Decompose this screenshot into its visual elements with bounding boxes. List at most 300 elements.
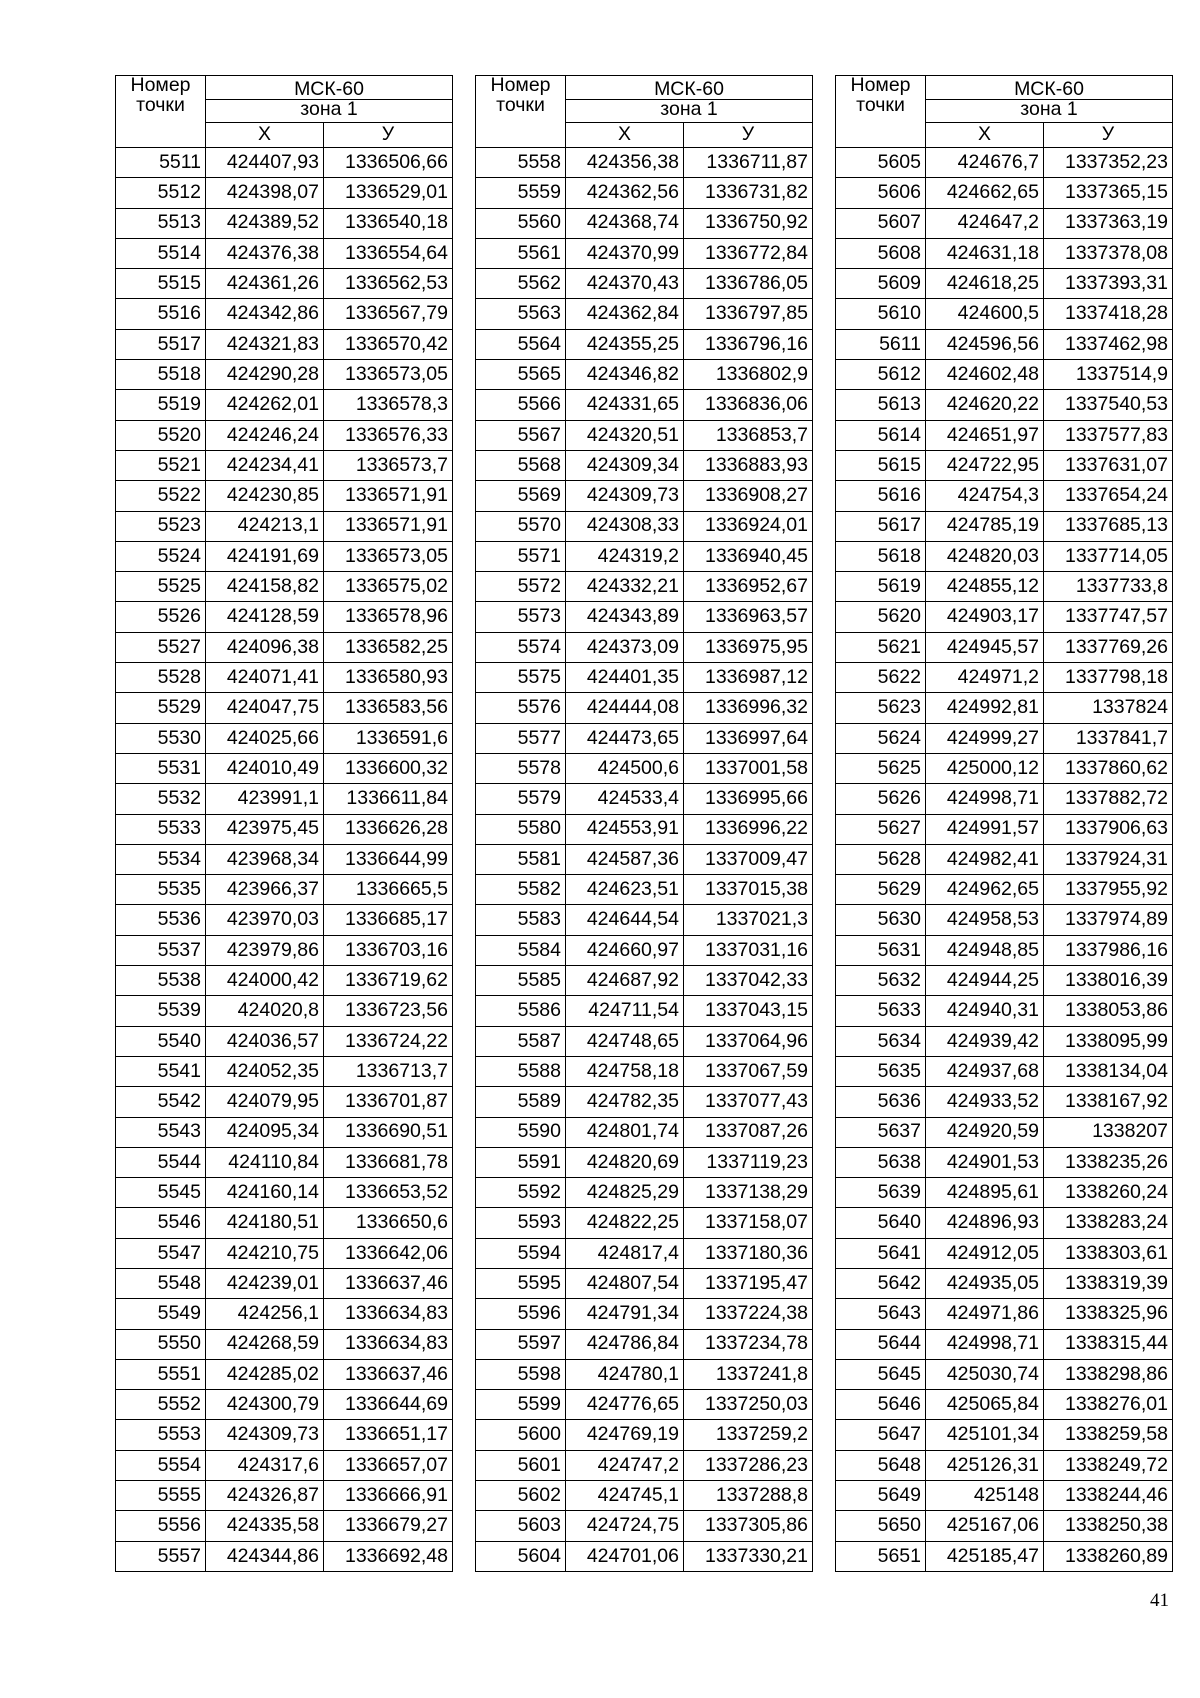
point-number-cell: 5609	[836, 269, 926, 299]
y-coordinate-cell: 1337631,07	[1044, 450, 1173, 480]
table-row	[836, 1450, 1173, 1480]
point-number-cell: 5593	[476, 1208, 566, 1238]
y-coordinate-cell: 1337906,63	[1044, 814, 1173, 844]
table-row	[836, 1087, 1173, 1117]
point-number-cell: 5533	[116, 814, 206, 844]
y-coordinate-cell: 1336853,7	[684, 420, 813, 450]
point-number-cell: 5526	[116, 602, 206, 632]
y-coordinate-cell: 1336573,7	[324, 450, 453, 480]
x-coordinate-cell: 424210,75	[206, 1238, 324, 1268]
y-coordinate-cell: 1338167,92	[1044, 1087, 1173, 1117]
table-row	[116, 390, 453, 420]
table-row	[836, 632, 1173, 662]
table-row	[836, 723, 1173, 753]
y-coordinate-cell: 1337138,29	[684, 1178, 813, 1208]
y-coordinate-cell: 1336836,06	[684, 390, 813, 420]
point-number-cell: 5576	[476, 693, 566, 723]
x-coordinate-cell: 424631,18	[926, 238, 1044, 268]
x-coordinate-cell: 424820,03	[926, 541, 1044, 571]
table-row	[476, 693, 813, 723]
point-number-cell: 5615	[836, 450, 926, 480]
y-coordinate-cell: 1337974,89	[1044, 905, 1173, 935]
y-coordinate-cell: 1336611,84	[324, 784, 453, 814]
y-coordinate-cell: 1336995,66	[684, 784, 813, 814]
y-coordinate-cell: 1336540,18	[324, 208, 453, 238]
x-coordinate-cell: 424373,09	[566, 632, 684, 662]
table-row	[116, 935, 453, 965]
x-coordinate-cell: 424747,2	[566, 1450, 684, 1480]
point-number-cell: 5534	[116, 844, 206, 874]
point-number-cell: 5646	[836, 1390, 926, 1420]
x-coordinate-cell: 424361,26	[206, 269, 324, 299]
point-number-cell: 5574	[476, 632, 566, 662]
y-coordinate-cell: 1338260,24	[1044, 1178, 1173, 1208]
table-row	[476, 1147, 813, 1177]
x-coordinate-cell: 424754,3	[926, 481, 1044, 511]
table-row	[836, 208, 1173, 238]
table-row	[476, 1390, 813, 1420]
y-coordinate-cell: 1336719,62	[324, 966, 453, 996]
y-coordinate-cell: 1336600,32	[324, 753, 453, 783]
y-coordinate-cell: 1336582,25	[324, 632, 453, 662]
point-number-cell: 5640	[836, 1208, 926, 1238]
x-coordinate-cell: 423975,45	[206, 814, 324, 844]
point-number-cell: 5524	[116, 541, 206, 571]
table-row	[116, 420, 453, 450]
table-row	[116, 208, 453, 238]
y-coordinate-cell: 1337021,3	[684, 905, 813, 935]
table-row	[116, 1481, 453, 1511]
point-number-cell: 5517	[116, 329, 206, 359]
table-row	[476, 663, 813, 693]
y-coordinate-cell: 1336703,16	[324, 935, 453, 965]
y-coordinate-cell: 1336644,99	[324, 844, 453, 874]
point-number-cell: 5516	[116, 299, 206, 329]
y-coordinate-cell: 1337031,16	[684, 935, 813, 965]
x-coordinate-cell: 425185,47	[926, 1541, 1044, 1571]
point-number-cell: 5597	[476, 1329, 566, 1359]
table-row	[116, 450, 453, 480]
y-coordinate-cell: 1337015,38	[684, 875, 813, 905]
point-number-cell: 5625	[836, 753, 926, 783]
x-coordinate-cell: 424191,69	[206, 541, 324, 571]
zone-header: зона 1	[566, 100, 813, 123]
y-coordinate-cell: 1337286,23	[684, 1450, 813, 1480]
y-coordinate-cell: 1336644,69	[324, 1390, 453, 1420]
y-coordinate-cell: 1338207	[1044, 1117, 1173, 1147]
table-row	[836, 966, 1173, 996]
y-coordinate-cell: 1337241,8	[684, 1359, 813, 1389]
y-coordinate-cell: 1336626,28	[324, 814, 453, 844]
table-row	[476, 481, 813, 511]
point-number-cell: 5575	[476, 663, 566, 693]
table-row	[116, 723, 453, 753]
coordinate-table	[115, 75, 453, 1572]
x-coordinate-cell: 424647,2	[926, 208, 1044, 238]
point-number-cell: 5532	[116, 784, 206, 814]
x-coordinate-cell: 425148	[926, 1481, 1044, 1511]
coordinate-system-header: МСК-60	[926, 76, 1173, 100]
x-coordinate-cell: 424500,6	[566, 753, 684, 783]
x-coordinate-cell: 424998,71	[926, 784, 1044, 814]
table-row	[116, 1541, 453, 1571]
x-coordinate-cell: 424992,81	[926, 693, 1044, 723]
table-row	[116, 814, 453, 844]
point-number-cell: 5594	[476, 1238, 566, 1268]
x-coordinate-cell: 424071,41	[206, 663, 324, 693]
x-coordinate-cell: 424901,53	[926, 1147, 1044, 1177]
y-coordinate-cell: 1336713,7	[324, 1056, 453, 1086]
table-row	[836, 1178, 1173, 1208]
point-number-cell: 5585	[476, 966, 566, 996]
point-number-cell: 5591	[476, 1147, 566, 1177]
y-coordinate-cell: 1336679,27	[324, 1511, 453, 1541]
table-row	[836, 1238, 1173, 1268]
table-row	[836, 996, 1173, 1026]
point-number-cell: 5518	[116, 360, 206, 390]
x-coordinate-cell: 424180,51	[206, 1208, 324, 1238]
table-row	[116, 1147, 453, 1177]
table-row	[836, 602, 1173, 632]
table-row	[116, 1026, 453, 1056]
x-coordinate-cell: 424356,38	[566, 148, 684, 178]
point-number-cell: 5567	[476, 420, 566, 450]
table-row	[116, 966, 453, 996]
point-number-cell: 5584	[476, 935, 566, 965]
y-coordinate-cell: 1337824	[1044, 693, 1173, 723]
x-coordinate-cell: 424444,08	[566, 693, 684, 723]
table-row	[476, 1359, 813, 1389]
table-row	[836, 1299, 1173, 1329]
x-coordinate-cell: 424855,12	[926, 572, 1044, 602]
y-coordinate-cell: 1338298,86	[1044, 1359, 1173, 1389]
point-number-cell: 5639	[836, 1178, 926, 1208]
x-coordinate-cell: 424701,06	[566, 1541, 684, 1571]
point-number-cell: 5610	[836, 299, 926, 329]
y-coordinate-cell: 1337654,24	[1044, 481, 1173, 511]
x-coordinate-cell: 424398,07	[206, 178, 324, 208]
x-coordinate-cell: 424239,01	[206, 1268, 324, 1298]
x-coordinate-cell: 423970,03	[206, 905, 324, 935]
table-row	[836, 1147, 1173, 1177]
y-coordinate-cell: 1336571,91	[324, 511, 453, 541]
x-coordinate-cell: 424786,84	[566, 1329, 684, 1359]
table-row	[836, 1268, 1173, 1298]
point-number-cell: 5638	[836, 1147, 926, 1177]
x-coordinate-cell: 424600,5	[926, 299, 1044, 329]
x-coordinate-cell: 424999,27	[926, 723, 1044, 753]
y-coordinate-cell: 1336681,78	[324, 1147, 453, 1177]
table-row	[476, 1087, 813, 1117]
y-coordinate-cell: 1337158,07	[684, 1208, 813, 1238]
x-coordinate-cell: 424047,75	[206, 693, 324, 723]
y-coordinate-cell: 1338325,96	[1044, 1299, 1173, 1329]
x-coordinate-cell: 424687,92	[566, 966, 684, 996]
x-coordinate-cell: 424370,43	[566, 269, 684, 299]
point-number-cell: 5530	[116, 723, 206, 753]
table-row	[116, 360, 453, 390]
y-coordinate-cell: 1337986,16	[1044, 935, 1173, 965]
point-number-cell: 5603	[476, 1511, 566, 1541]
point-number-cell: 5624	[836, 723, 926, 753]
table-row	[116, 1238, 453, 1268]
table-row	[116, 1087, 453, 1117]
point-number-cell: 5619	[836, 572, 926, 602]
x-coordinate-cell: 424948,85	[926, 935, 1044, 965]
point-number-cell: 5590	[476, 1117, 566, 1147]
x-coordinate-cell: 424343,89	[566, 602, 684, 632]
table-row	[476, 1238, 813, 1268]
table-row	[836, 269, 1173, 299]
point-number-cell: 5514	[116, 238, 206, 268]
table-row	[836, 238, 1173, 268]
table-row	[116, 905, 453, 935]
x-coordinate-cell: 424025,66	[206, 723, 324, 753]
y-coordinate-cell: 1336570,42	[324, 329, 453, 359]
x-header: Х	[926, 123, 1044, 148]
table-row	[116, 1268, 453, 1298]
x-coordinate-cell: 424937,68	[926, 1056, 1044, 1086]
y-coordinate-cell: 1338315,44	[1044, 1329, 1173, 1359]
table-row	[476, 875, 813, 905]
y-coordinate-cell: 1336653,52	[324, 1178, 453, 1208]
x-coordinate-cell: 424660,97	[566, 935, 684, 965]
point-number-cell: 5521	[116, 450, 206, 480]
table-row	[476, 1178, 813, 1208]
point-number-cell: 5629	[836, 875, 926, 905]
x-coordinate-cell: 424920,59	[926, 1117, 1044, 1147]
table-row	[476, 935, 813, 965]
point-number-cell: 5583	[476, 905, 566, 935]
x-coordinate-cell: 424346,82	[566, 360, 684, 390]
y-coordinate-cell: 1337577,83	[1044, 420, 1173, 450]
table-row	[116, 1390, 453, 1420]
x-coordinate-cell: 424724,75	[566, 1511, 684, 1541]
table-row	[836, 541, 1173, 571]
x-coordinate-cell: 424644,54	[566, 905, 684, 935]
y-coordinate-cell: 1337195,47	[684, 1268, 813, 1298]
point-number-cell: 5649	[836, 1481, 926, 1511]
y-coordinate-cell: 1336650,6	[324, 1208, 453, 1238]
y-coordinate-cell: 1337860,62	[1044, 753, 1173, 783]
y-coordinate-cell: 1337119,23	[684, 1147, 813, 1177]
point-number-cell: 5564	[476, 329, 566, 359]
table-row	[476, 1420, 813, 1450]
y-coordinate-cell: 1338303,61	[1044, 1238, 1173, 1268]
point-number-cell: 5648	[836, 1450, 926, 1480]
table-row	[116, 1359, 453, 1389]
table-row	[836, 511, 1173, 541]
y-coordinate-cell: 1336580,93	[324, 663, 453, 693]
table-row	[476, 1299, 813, 1329]
x-coordinate-cell: 424052,35	[206, 1056, 324, 1086]
point-number-cell: 5522	[116, 481, 206, 511]
x-coordinate-cell: 424407,93	[206, 148, 324, 178]
x-coordinate-cell: 424935,05	[926, 1268, 1044, 1298]
table-row	[836, 299, 1173, 329]
point-number-cell: 5538	[116, 966, 206, 996]
y-coordinate-cell: 1337393,31	[1044, 269, 1173, 299]
x-coordinate-cell: 424317,6	[206, 1450, 324, 1480]
y-coordinate-cell: 1337540,53	[1044, 390, 1173, 420]
table-row	[836, 420, 1173, 450]
point-number-header: Номер точки	[836, 76, 926, 148]
point-number-cell: 5539	[116, 996, 206, 1026]
y-coordinate-cell: 1336975,95	[684, 632, 813, 662]
y-coordinate-cell: 1336562,53	[324, 269, 453, 299]
table-row	[116, 329, 453, 359]
point-number-cell: 5605	[836, 148, 926, 178]
y-coordinate-cell: 1336637,46	[324, 1359, 453, 1389]
table-row	[116, 753, 453, 783]
y-coordinate-cell: 1336723,56	[324, 996, 453, 1026]
x-coordinate-cell: 424355,25	[566, 329, 684, 359]
point-number-cell: 5650	[836, 1511, 926, 1541]
table-row	[476, 814, 813, 844]
point-number-cell: 5527	[116, 632, 206, 662]
point-number-cell: 5614	[836, 420, 926, 450]
y-coordinate-cell: 1336772,84	[684, 238, 813, 268]
point-number-cell: 5551	[116, 1359, 206, 1389]
table-row	[836, 844, 1173, 874]
y-coordinate-cell: 1336583,56	[324, 693, 453, 723]
table-row	[476, 1511, 813, 1541]
y-coordinate-cell: 1336567,79	[324, 299, 453, 329]
x-coordinate-cell: 425030,74	[926, 1359, 1044, 1389]
point-number-cell: 5586	[476, 996, 566, 1026]
point-number-cell: 5601	[476, 1450, 566, 1480]
x-coordinate-cell: 424971,2	[926, 663, 1044, 693]
x-coordinate-cell: 424620,22	[926, 390, 1044, 420]
table-row	[116, 1117, 453, 1147]
x-coordinate-cell: 424896,93	[926, 1208, 1044, 1238]
point-number-cell: 5550	[116, 1329, 206, 1359]
y-coordinate-cell: 1336571,91	[324, 481, 453, 511]
x-coordinate-cell: 424160,14	[206, 1178, 324, 1208]
x-coordinate-cell: 424553,91	[566, 814, 684, 844]
coordinate-table	[835, 75, 1173, 1572]
table-row	[836, 1056, 1173, 1086]
x-coordinate-cell: 424309,73	[206, 1420, 324, 1450]
y-coordinate-cell: 1337352,23	[1044, 148, 1173, 178]
x-coordinate-cell: 424533,4	[566, 784, 684, 814]
x-coordinate-cell: 424623,51	[566, 875, 684, 905]
point-number-cell: 5515	[116, 269, 206, 299]
table-row	[836, 905, 1173, 935]
x-coordinate-cell: 424962,65	[926, 875, 1044, 905]
x-coordinate-cell: 425101,34	[926, 1420, 1044, 1450]
x-coordinate-cell: 424711,54	[566, 996, 684, 1026]
x-coordinate-cell: 424368,74	[566, 208, 684, 238]
point-number-cell: 5572	[476, 572, 566, 602]
table-row	[476, 723, 813, 753]
x-coordinate-cell: 424326,87	[206, 1481, 324, 1511]
x-coordinate-cell: 424110,84	[206, 1147, 324, 1177]
y-coordinate-cell: 1336666,91	[324, 1481, 453, 1511]
point-number-cell: 5554	[116, 1450, 206, 1480]
table-row	[476, 905, 813, 935]
table-row	[116, 541, 453, 571]
x-coordinate-cell: 424958,53	[926, 905, 1044, 935]
y-coordinate-cell: 1336883,93	[684, 450, 813, 480]
point-number-cell: 5555	[116, 1481, 206, 1511]
y-coordinate-cell: 1337250,03	[684, 1390, 813, 1420]
y-coordinate-cell: 1336797,85	[684, 299, 813, 329]
y-coordinate-cell: 1338016,39	[1044, 966, 1173, 996]
x-coordinate-cell: 424285,02	[206, 1359, 324, 1389]
y-coordinate-cell: 1337224,38	[684, 1299, 813, 1329]
x-coordinate-cell: 424822,25	[566, 1208, 684, 1238]
x-coordinate-cell: 424010,49	[206, 753, 324, 783]
table-row	[476, 1450, 813, 1480]
y-coordinate-cell: 1338244,46	[1044, 1481, 1173, 1511]
point-number-cell: 5617	[836, 511, 926, 541]
x-coordinate-cell: 424722,95	[926, 450, 1044, 480]
table-row	[836, 753, 1173, 783]
x-coordinate-cell: 424234,41	[206, 450, 324, 480]
y-coordinate-cell: 1338053,86	[1044, 996, 1173, 1026]
point-number-cell: 5634	[836, 1026, 926, 1056]
y-coordinate-cell: 1337685,13	[1044, 511, 1173, 541]
point-number-cell: 5519	[116, 390, 206, 420]
table-row	[836, 390, 1173, 420]
table-row	[836, 693, 1173, 723]
table-row	[116, 1420, 453, 1450]
point-number-cell: 5595	[476, 1268, 566, 1298]
table-row	[836, 663, 1173, 693]
table-row	[116, 844, 453, 874]
point-number-cell: 5542	[116, 1087, 206, 1117]
point-number-cell: 5611	[836, 329, 926, 359]
table-row	[476, 178, 813, 208]
table-row	[476, 1481, 813, 1511]
table-row	[836, 1420, 1173, 1450]
y-coordinate-cell: 1336952,67	[684, 572, 813, 602]
y-coordinate-cell: 1338250,38	[1044, 1511, 1173, 1541]
y-coordinate-cell: 1336575,02	[324, 572, 453, 602]
x-coordinate-cell: 424895,61	[926, 1178, 1044, 1208]
table-row	[836, 148, 1173, 178]
x-coordinate-cell: 424158,82	[206, 572, 324, 602]
y-coordinate-cell: 1336634,83	[324, 1299, 453, 1329]
x-coordinate-cell: 424940,31	[926, 996, 1044, 1026]
point-number-cell: 5552	[116, 1390, 206, 1420]
x-coordinate-cell: 424319,2	[566, 541, 684, 571]
y-coordinate-cell: 1336701,87	[324, 1087, 453, 1117]
table-row	[836, 1208, 1173, 1238]
x-coordinate-cell: 424128,59	[206, 602, 324, 632]
y-coordinate-cell: 1337234,78	[684, 1329, 813, 1359]
point-number-cell: 5536	[116, 905, 206, 935]
y-coordinate-cell: 1336940,45	[684, 541, 813, 571]
x-coordinate-cell: 424300,79	[206, 1390, 324, 1420]
point-number-cell: 5529	[116, 693, 206, 723]
x-header: Х	[206, 123, 324, 148]
x-coordinate-cell: 424651,97	[926, 420, 1044, 450]
table-row	[836, 450, 1173, 480]
x-coordinate-cell: 425126,31	[926, 1450, 1044, 1480]
point-number-cell: 5632	[836, 966, 926, 996]
x-coordinate-cell: 424817,4	[566, 1238, 684, 1268]
table-row	[836, 1329, 1173, 1359]
y-coordinate-cell: 1338276,01	[1044, 1390, 1173, 1420]
y-header: У	[1044, 123, 1173, 148]
point-number-header: Номер точки	[116, 76, 206, 148]
table-row	[836, 784, 1173, 814]
x-coordinate-cell: 424309,73	[566, 481, 684, 511]
x-coordinate-cell: 424971,86	[926, 1299, 1044, 1329]
x-coordinate-cell: 424618,25	[926, 269, 1044, 299]
